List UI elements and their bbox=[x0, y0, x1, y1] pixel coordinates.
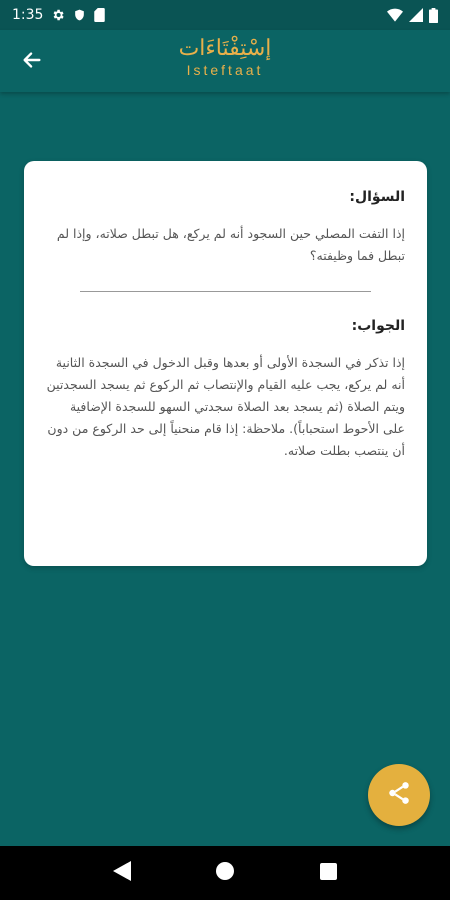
question-answer-card bbox=[24, 161, 427, 566]
app-bar bbox=[0, 30, 450, 92]
cellular-signal-icon bbox=[409, 8, 423, 22]
question-text: إذا التفت المصلي حين السجود أنه لم يركع، هل تبطل صلاته، وإذا لم تبطل فما وظيفته؟ bbox=[56, 226, 405, 263]
logo-latin: Isteftaat bbox=[186, 62, 264, 78]
nav-back-button[interactable] bbox=[102, 853, 142, 893]
gear-icon bbox=[51, 8, 65, 22]
recents-square-icon bbox=[320, 863, 337, 884]
app-logo bbox=[0, 36, 450, 78]
sim-card-icon bbox=[94, 8, 105, 22]
status-left bbox=[12, 7, 105, 23]
divider bbox=[80, 291, 371, 292]
back-triangle-icon bbox=[113, 861, 131, 885]
answer-label: الجواب: bbox=[351, 318, 405, 334]
battery-icon bbox=[429, 8, 438, 23]
share-icon bbox=[386, 780, 412, 810]
share-button[interactable] bbox=[368, 764, 430, 826]
system-nav-bar bbox=[0, 846, 450, 900]
nav-home-button[interactable] bbox=[205, 853, 245, 893]
status-right bbox=[387, 8, 438, 23]
home-circle-icon bbox=[215, 861, 235, 885]
status-bar bbox=[0, 0, 450, 30]
nav-recents-button[interactable] bbox=[308, 853, 348, 893]
logo-arabic: إسْتِفْتَاءَات bbox=[178, 36, 272, 61]
answer-text: إذا تذكر في السجدة الأولى أو بعدها وقبل الدخول في السجدة الثانية أنه لم يركع، يجب عليه القيام والإنتصاب ثم الركوع ثم يسجد السجدتين ويتم الصلاة (ثم يسجد بعد الصلاة سجدتي السهو للسجدة الإضافية على الأحوط استحباباً). ملاحظة: إذا قام منحنياً إلى حد الركوع من دون أن ينتصب بطلت صلاته. bbox=[46, 355, 405, 458]
status-time: 1:35 bbox=[12, 7, 44, 23]
question-label: السؤال: bbox=[349, 189, 405, 205]
shield-icon bbox=[73, 8, 86, 22]
wifi-icon bbox=[387, 8, 403, 22]
